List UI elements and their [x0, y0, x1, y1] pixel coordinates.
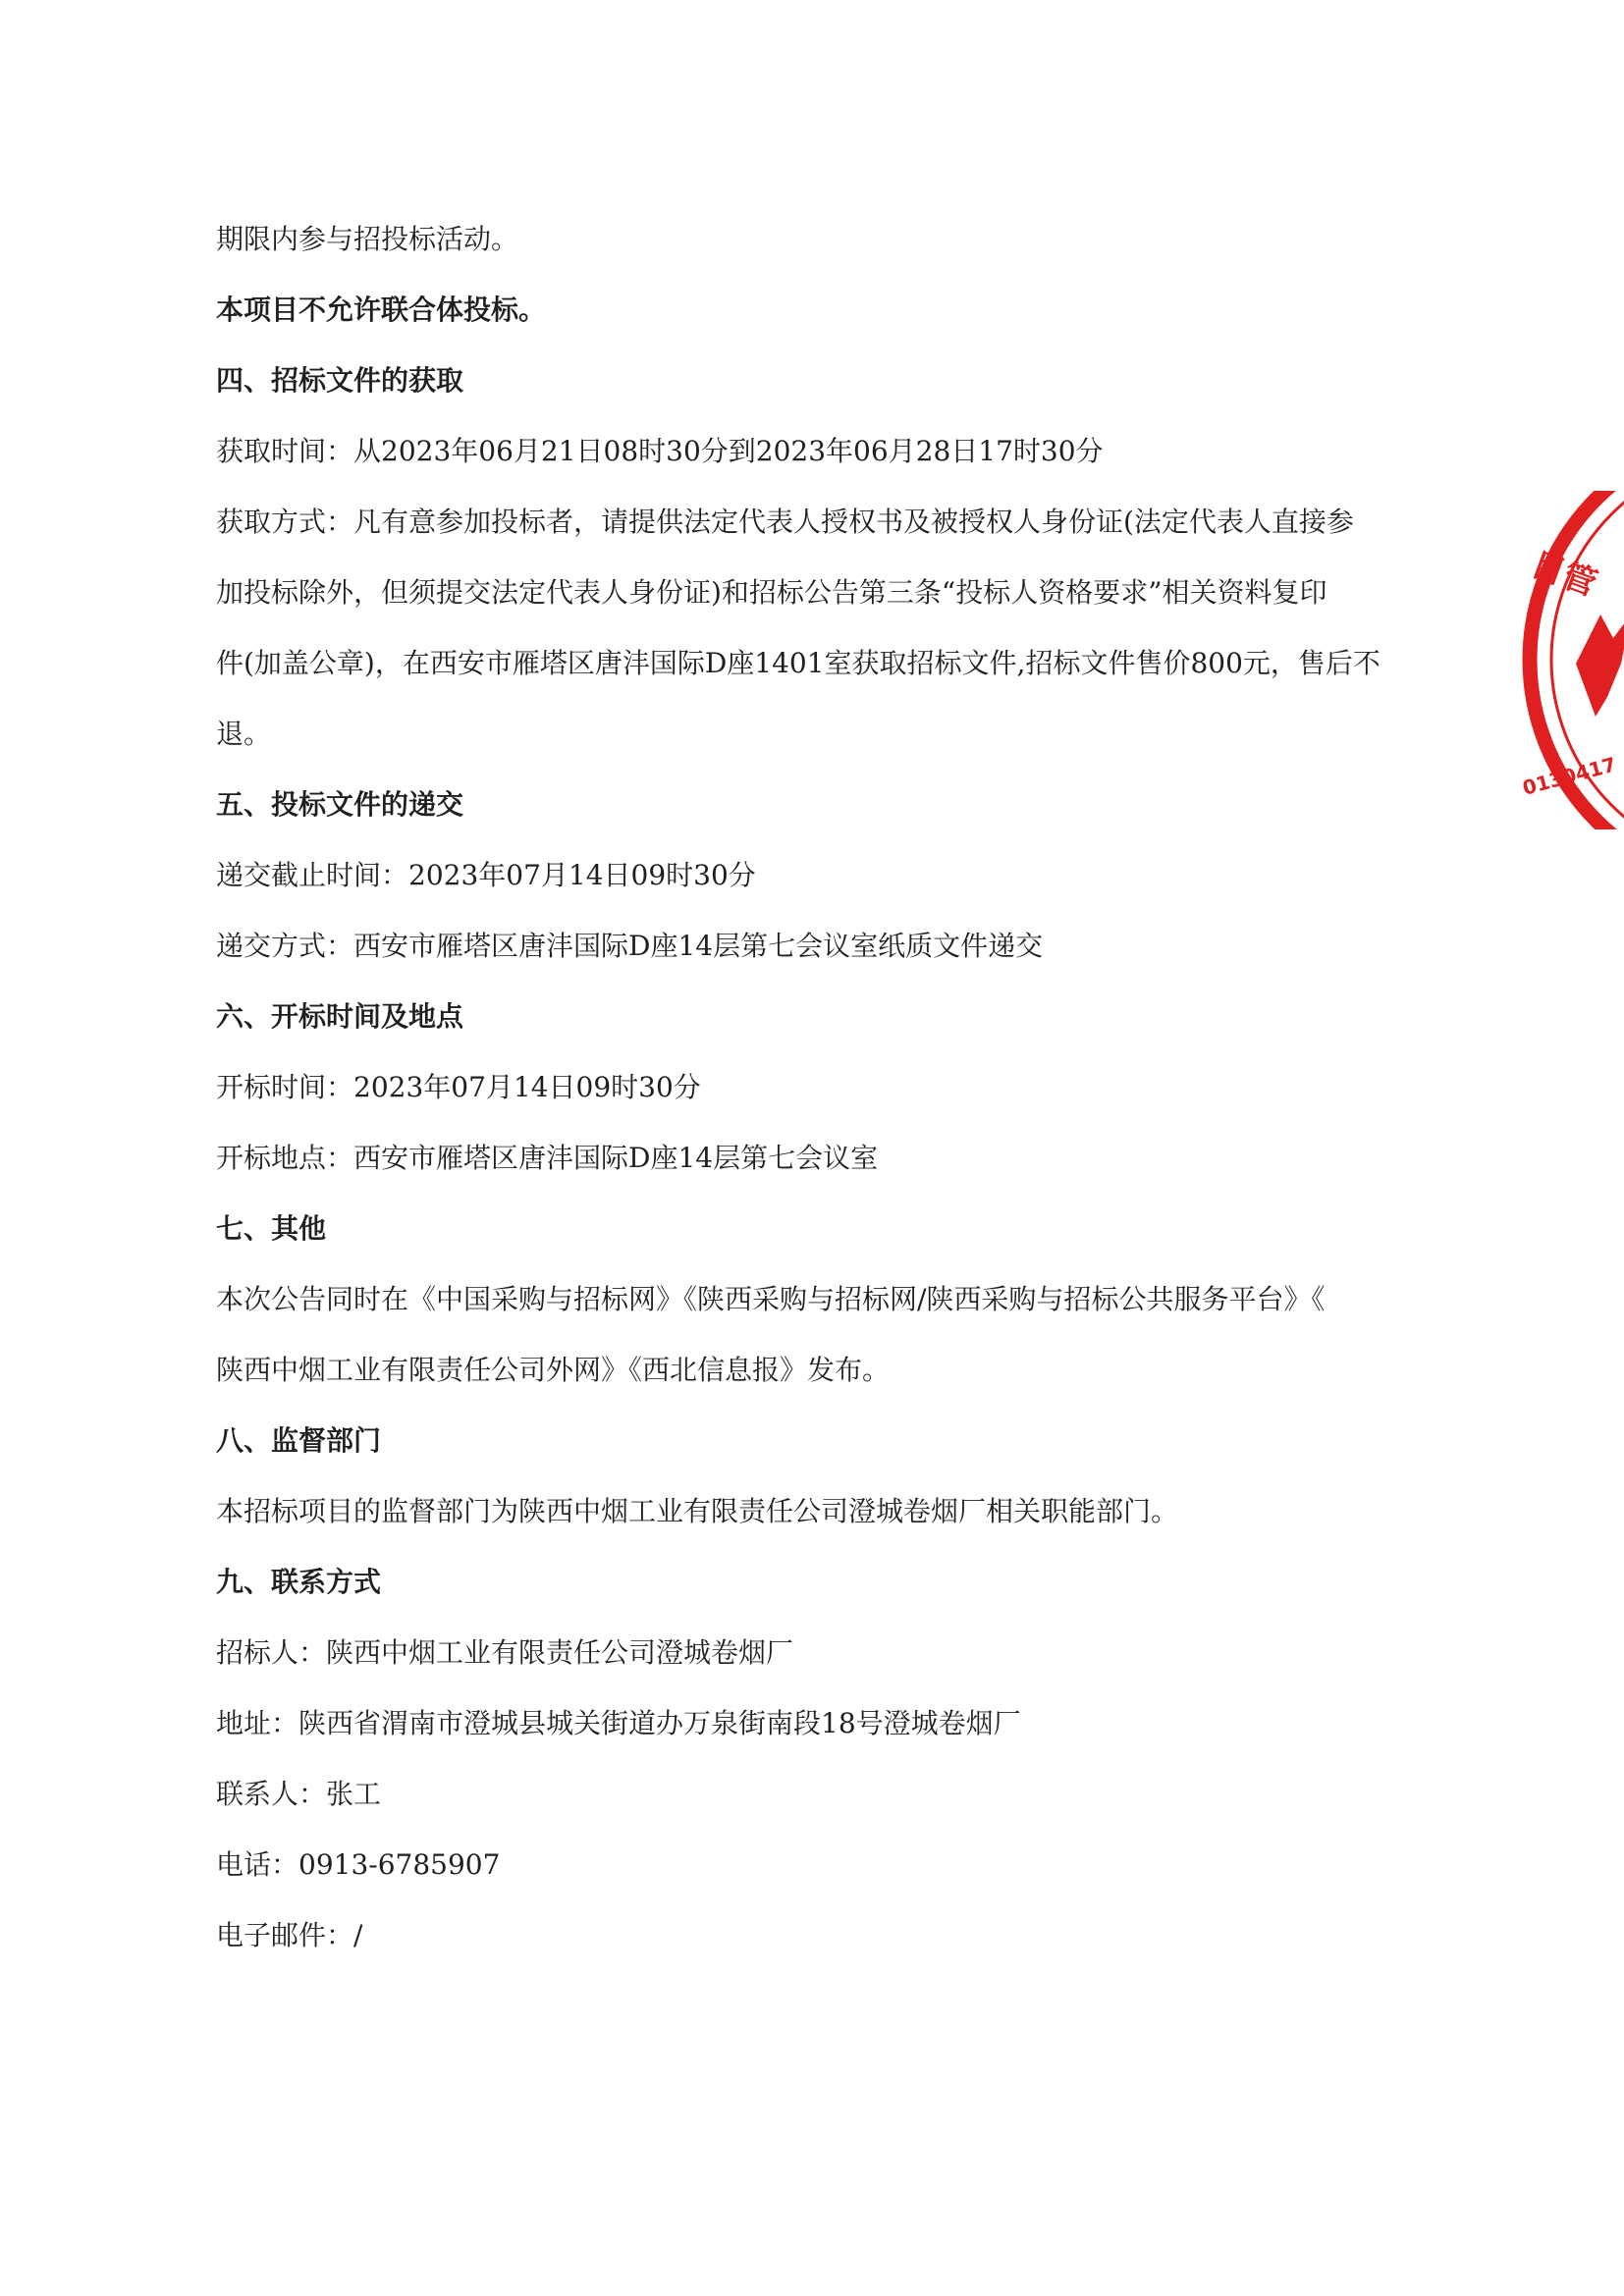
body-text-line: 期限内参与招投标活动。 [216, 223, 519, 255]
section-heading: 六、开标时间及地点 [216, 1000, 464, 1033]
body-text-line: 加投标除外，但须提交法定代表人身份证)和招标公告第三条“投标人资格要求”相关资料复印 [216, 576, 1327, 609]
section-heading: 五、投标文件的递交 [216, 788, 464, 821]
body-text-line: 电话：0913-6785907 [216, 1848, 501, 1881]
body-text-line: 本招标项目的监督部门为陕西中烟工业有限责任公司澄城卷烟厂相关职能部门。 [216, 1495, 1179, 1527]
section-heading: 八、监督部门 [216, 1424, 382, 1457]
body-text-line: 电子邮件：/ [216, 1919, 363, 1951]
seal-top-text: 目管 [1525, 544, 1602, 605]
section-heading: 四、招标文件的获取 [216, 364, 464, 397]
body-text-line: 递交方式：西安市雁塔区唐沣国际D座14层第七会议室纸质文件递交 [216, 930, 1044, 962]
body-text-line: 地址：陕西省渭南市澄城县城关街道办万泉街南段18号澄城卷烟厂 [216, 1707, 1021, 1739]
body-text-line: 递交截止时间：2023年07月14日09时30分 [216, 859, 756, 891]
body-text-line: 获取时间：从2023年06月21日08时30分到2023年06月28日17时30分 [216, 435, 1104, 467]
section-heading: 七、其他 [216, 1212, 327, 1245]
body-text-line: 陕西中烟工业有限责任公司外网》《西北信息报》发布。 [216, 1354, 891, 1386]
body-text-line: 本次公告同时在《中国采购与招标网》《陕西采购与招标网/陕西采购与招标公共服务平台》《 [216, 1283, 1326, 1315]
body-text-line: 招标人：陕西中烟工业有限责任公司澄城卷烟厂 [216, 1636, 794, 1669]
section-heading: 九、联系方式 [216, 1566, 382, 1598]
official-seal [1517, 491, 1624, 829]
body-text-line: 获取方式：凡有意参加投标者，请提供法定代表人授权书及被授权人身份证(法定代表人直接参 [216, 506, 1354, 538]
body-text-line: 开标地点：西安市雁塔区唐沣国际D座14层第七会议室 [216, 1142, 879, 1174]
section-heading: 本项目不允许联合体投标。 [216, 294, 547, 326]
seal-bottom-text: 0130417 [1520, 752, 1619, 800]
seal-star [1576, 614, 1624, 717]
body-text-line: 联系人：张工 [216, 1778, 382, 1810]
body-text-line: 开标时间：2023年07月14日09时30分 [216, 1071, 701, 1103]
body-text-line: 件(加盖公章)，在西安市雁塔区唐沣国际D座1401室获取招标文件,招标文件售价800元，售后不 [216, 647, 1380, 679]
body-text-line: 退。 [216, 718, 272, 750]
